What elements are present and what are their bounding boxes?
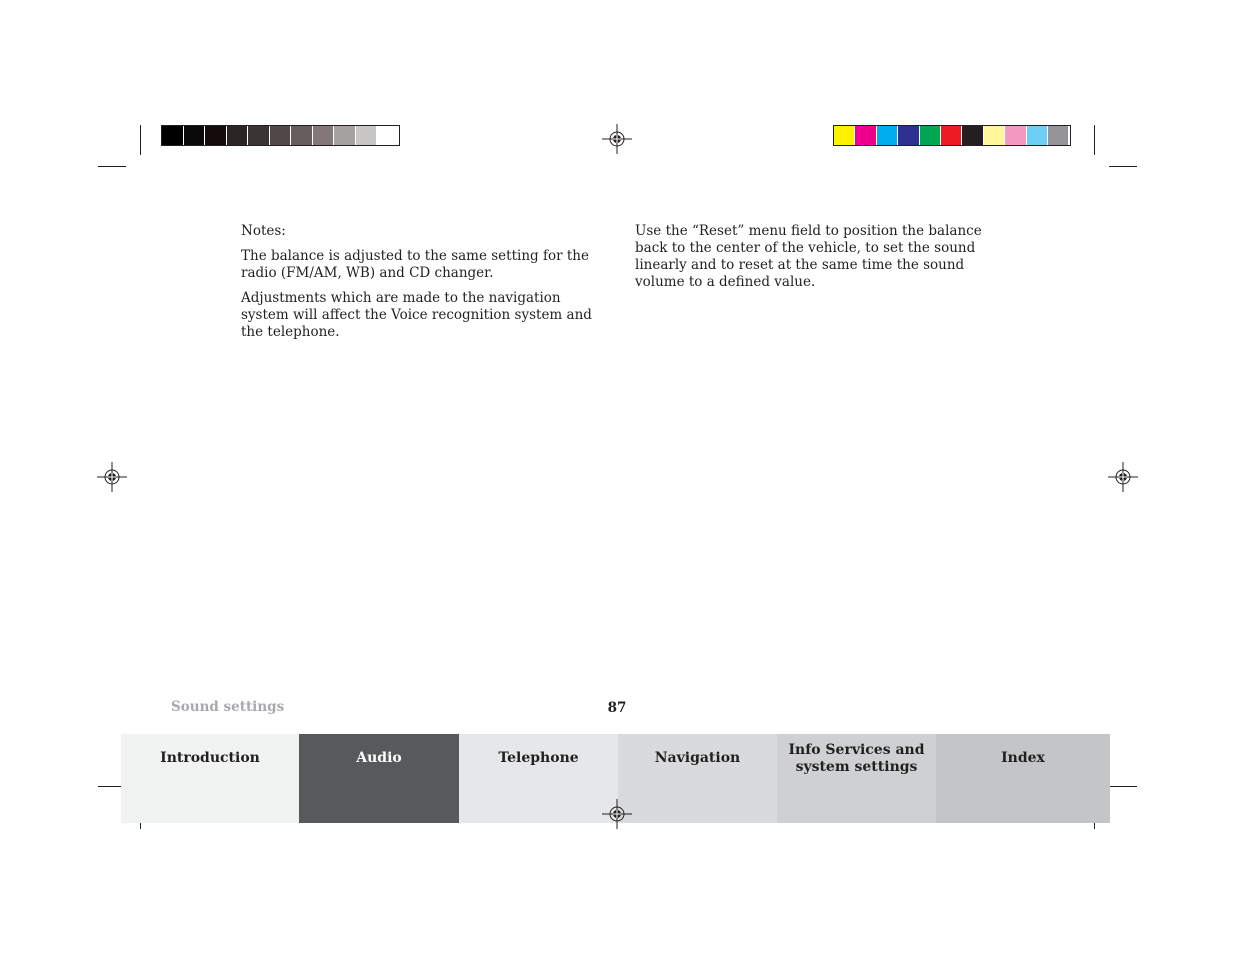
note-balance: The balance is adjusted to the same setting for the radio (FM/AM, WB) and CD changer. [241, 248, 589, 281]
grayscale-calibration-bar [161, 125, 400, 146]
color-swatch [898, 126, 919, 145]
color-swatch [1048, 126, 1069, 145]
color-swatch [356, 126, 378, 145]
color-swatch [1005, 126, 1026, 145]
color-swatch [941, 126, 962, 145]
registration-mark-icon [602, 799, 632, 829]
tab-index[interactable] [936, 734, 1110, 823]
color-swatch [334, 126, 356, 145]
color-swatch [184, 126, 206, 145]
tab-label: Navigation [654, 750, 741, 766]
crop-mark [1109, 786, 1137, 787]
note-navigation: Adjustments which are made to the navigation system will affect the Voice recognition system and the telephone. [241, 290, 592, 340]
crop-mark [98, 166, 126, 167]
page-number: 87 [607, 700, 627, 716]
color-swatch [248, 126, 270, 145]
crop-mark [140, 125, 141, 155]
color-swatch [205, 126, 227, 145]
tab-label: Index [1001, 750, 1045, 766]
color-swatch [920, 126, 941, 145]
color-swatch [1027, 126, 1048, 145]
notes-heading: Notes: [241, 223, 286, 239]
color-swatch [162, 126, 184, 145]
registration-mark-icon [1108, 462, 1138, 492]
tab-audio[interactable] [299, 734, 459, 823]
tab-label: Introduction [160, 750, 260, 766]
section-label: Sound settings [171, 699, 285, 715]
tab-info-services[interactable] [777, 734, 936, 823]
color-swatch [877, 126, 898, 145]
color-swatch [962, 126, 983, 145]
tab-label-line1: Info Services and [788, 742, 925, 758]
color-swatch [855, 126, 876, 145]
tab-telephone[interactable] [459, 734, 618, 823]
color-calibration-bar [833, 125, 1071, 146]
reset-column [635, 223, 995, 299]
reset-paragraph: Use the “Reset” menu field to position the balance back to the center of the vehicle, to set the sound linearly and to reset at the same time the sound volume to a defined value. [635, 223, 982, 290]
color-swatch [377, 126, 399, 145]
crop-mark [1094, 125, 1095, 155]
color-swatch [291, 126, 313, 145]
tab-introduction[interactable] [121, 734, 299, 823]
registration-mark-icon [97, 462, 127, 492]
color-swatch [984, 126, 1005, 145]
color-swatch [270, 126, 292, 145]
color-swatch [313, 126, 335, 145]
tab-label: Audio [356, 750, 402, 766]
crop-mark [1109, 166, 1137, 167]
tab-navigation[interactable] [618, 734, 777, 823]
notes-column [241, 223, 596, 349]
tab-label: Telephone [498, 750, 579, 766]
tab-label-line2: system settings [795, 759, 918, 775]
registration-mark-icon [602, 124, 632, 154]
color-swatch [227, 126, 249, 145]
color-swatch [834, 126, 855, 145]
